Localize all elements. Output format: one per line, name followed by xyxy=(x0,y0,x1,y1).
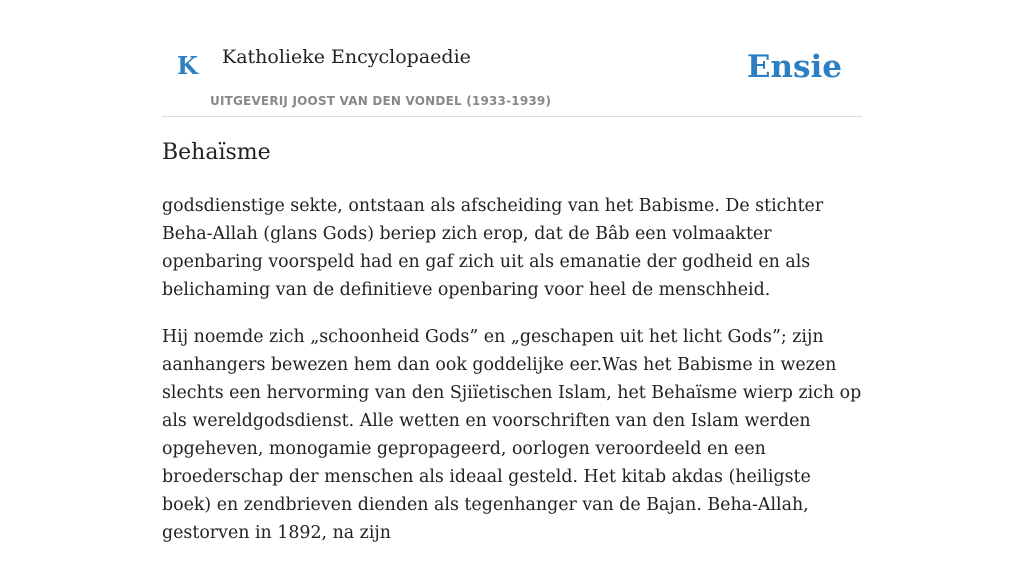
site-header xyxy=(162,0,862,117)
encyclopedia-title-link[interactable]: Katholieke Encyclopaedie xyxy=(222,46,471,68)
article-paragraph: godsdienstige sekte, ontstaan als afscheiding van het Babisme. De stichter Beha-Allah (glans Gods) beriep zich erop, dat de Bâb een volmaakter openbaring voorspeld had en gaf zich uit als emanatie der godheid en als belichaming van de definitieve openbaring voor heel de menschheid. xyxy=(162,196,824,300)
article-title: Behaïsme xyxy=(162,140,271,165)
publisher-subtitle: UITGEVERIJ JOOST VAN DEN VONDEL (1933-1939) xyxy=(210,94,552,108)
encyclopedia-logo-icon[interactable]: K xyxy=(177,51,198,80)
article-paragraph: Hij noemde zich „schoonheid Gods” en „geschapen uit het licht Gods”; zijn aanhangers bewezen hem dan ook goddelijke eer.Was het Babisme in wezen slechts een hervorming van den Sjiïetischen Islam, het Behaïsme wierp zich op als wereldgodsdienst. Alle wetten en voorschriften van den Islam werden opgeheven, monogamie gepropageerd, oorlogen veroordeeld en een broederschap der menschen als ideaal gesteld. Het kitab akdas (heiligste boek) en zendbrieven dienden als tegenhanger van de Bajan. Beha-Allah, gestorven in 1892, na zijn xyxy=(162,327,862,543)
ensie-brand-logo[interactable]: Ensie xyxy=(746,49,842,85)
article-body xyxy=(162,192,862,566)
